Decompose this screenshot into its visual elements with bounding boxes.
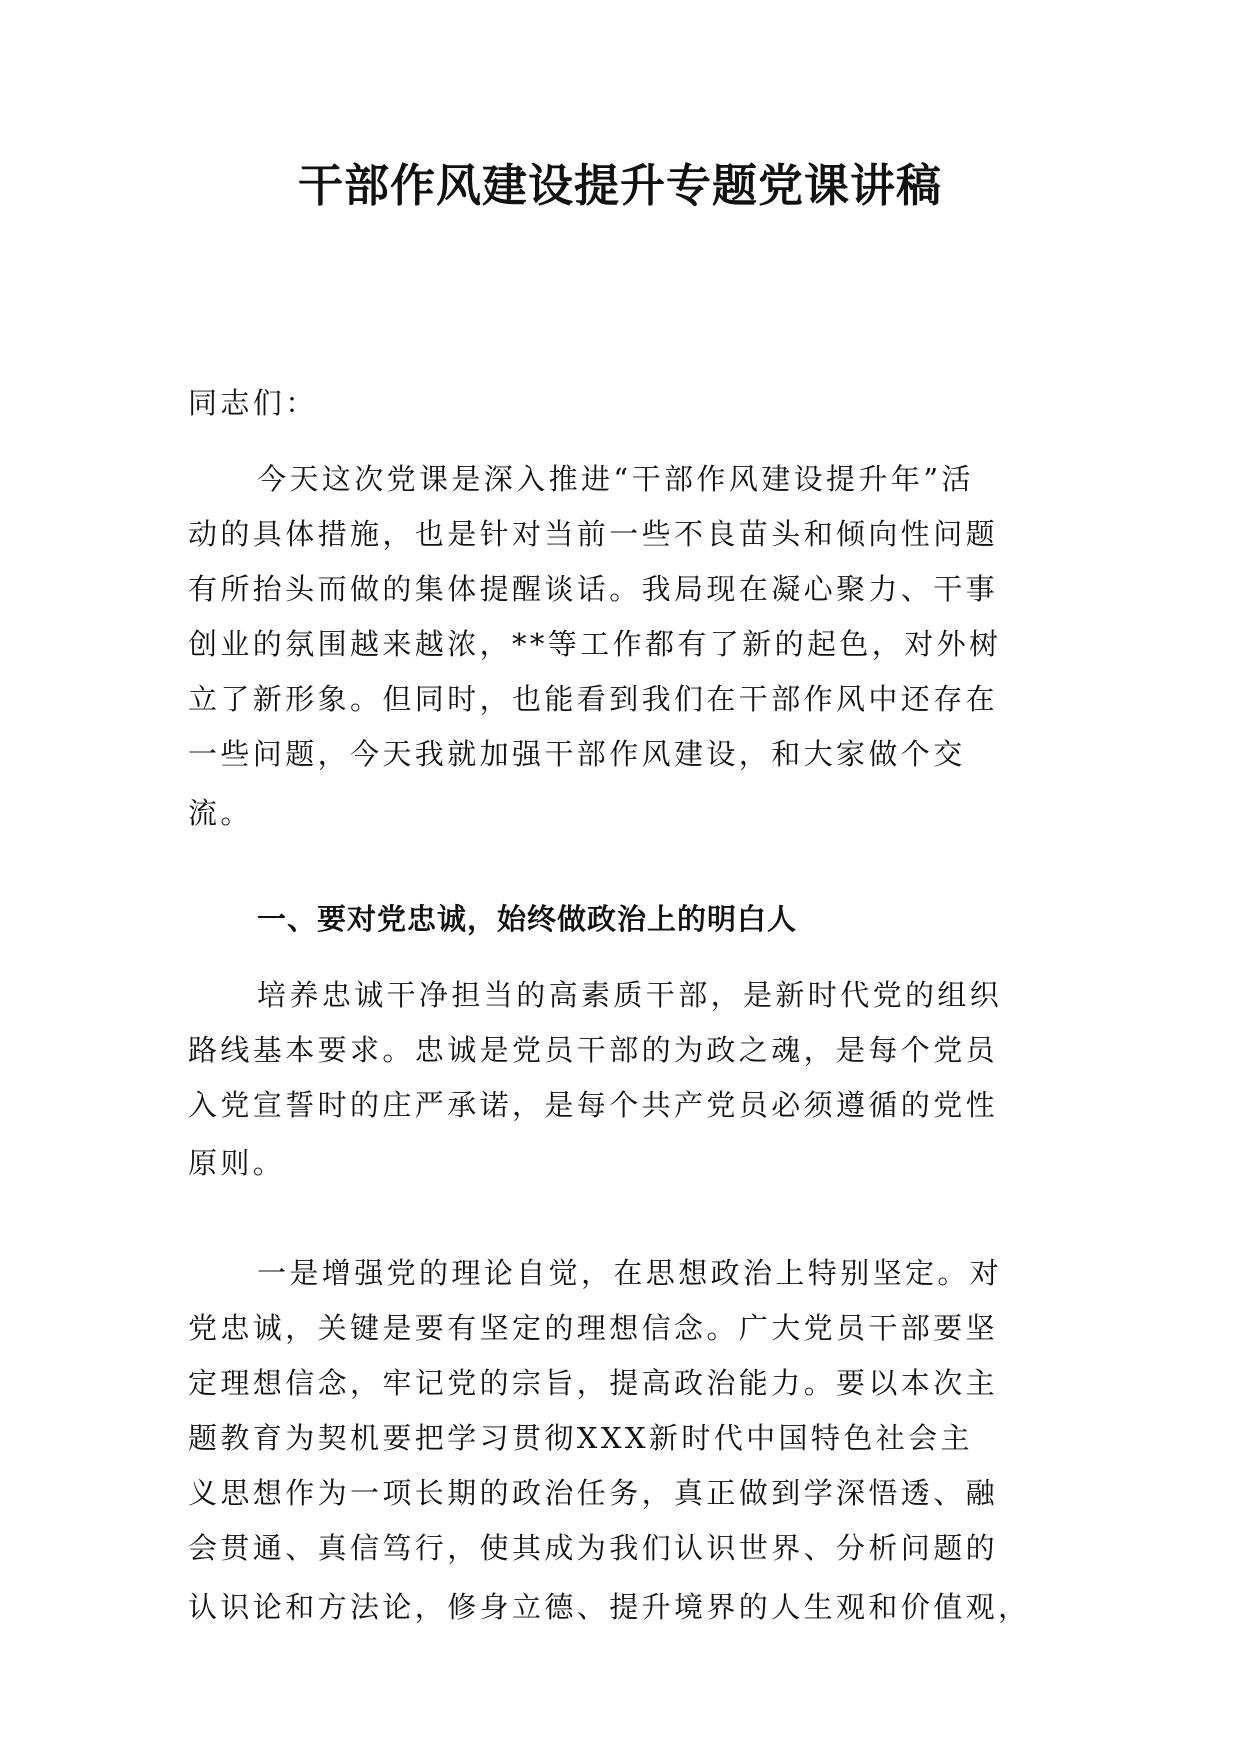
section-1-line-4: 原则。 bbox=[188, 1146, 286, 1180]
intro-line-6: 一些问题，今天我就加强干部作风建设，和大家做个交 bbox=[188, 737, 966, 771]
sub-paragraph-line-6: 会贯通、真信笃行，使其成为我们认识世界、分析问题的 bbox=[188, 1531, 999, 1565]
section-1-line-3: 入党宣誓时的庄严承诺，是每个共产党员必须遵循的党性 bbox=[188, 1088, 999, 1122]
intro-line-5: 立了新形象。但同时，也能看到我们在干部作风中还存在 bbox=[188, 682, 999, 716]
sub-paragraph-line-5: 义思想作为一项长期的政治任务，真正做到学深悟透、融 bbox=[188, 1476, 999, 1510]
sub-paragraph-line-3: 定理想信念，牢记党的宗旨，提高政治能力。要以本次主 bbox=[188, 1366, 999, 1400]
sub-paragraph-line-2: 党忠诚，关键是要有坚定的理想信念。广大党员干部要坚 bbox=[188, 1311, 999, 1345]
intro-line-2: 动的具体措施，也是针对当前一些不良苗头和倾向性问题 bbox=[188, 517, 999, 551]
sub-paragraph-line-4: 题教育为契机要把学习贯彻XXX新时代中国特色社会主 bbox=[188, 1421, 973, 1455]
intro-line-7: 流。 bbox=[188, 796, 253, 830]
section-heading-1: 一、要对党忠诚，始终做政治上的明白人 bbox=[257, 902, 798, 936]
sub-paragraph-line-1: 一是增强党的理论自觉，在思想政治上特别坚定。对 bbox=[257, 1256, 1003, 1290]
salutation: 同志们： bbox=[188, 386, 318, 420]
section-1-line-1: 培养忠诚干净担当的高素质干部，是新时代党的组织 bbox=[257, 978, 1003, 1012]
section-1-line-2: 路线基本要求。忠诚是党员干部的为政之魂，是每个党员 bbox=[188, 1033, 999, 1067]
sub-paragraph-line-7: 认识论和方法论，修身立德、提升境界的人生观和价值观， bbox=[188, 1590, 1031, 1624]
intro-line-3: 有所抬头而做的集体提醒谈话。我局现在凝心聚力、干事 bbox=[188, 572, 999, 606]
document-title: 干部作风建设提升专题党课讲稿 bbox=[297, 159, 942, 212]
intro-line-4: 创业的氛围越来越浓，**等工作都有了新的起色，对外树 bbox=[188, 627, 1002, 661]
intro-line-1: 今天这次党课是深入推进“干部作风建设提升年”活 bbox=[257, 462, 974, 496]
